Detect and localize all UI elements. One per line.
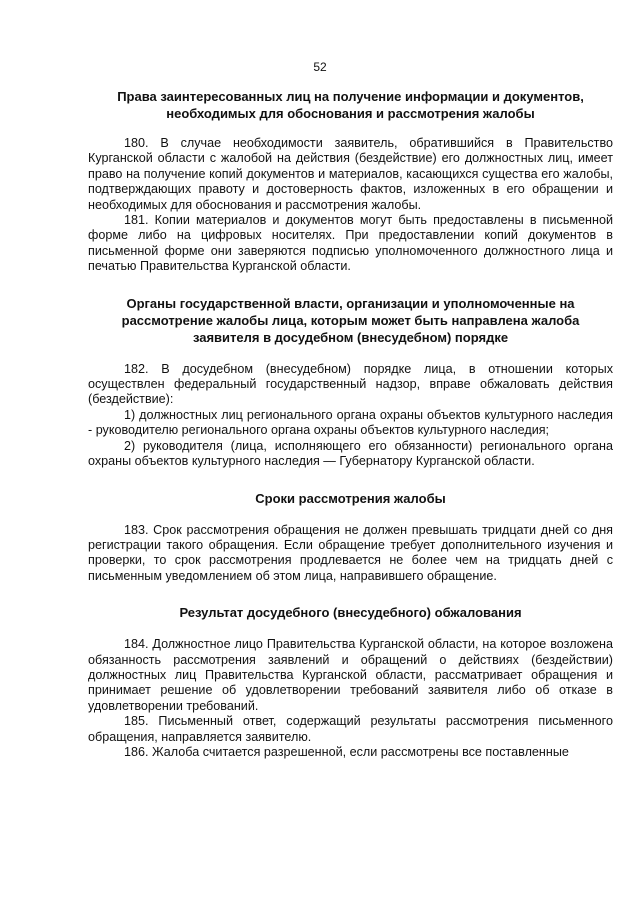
section-heading-result: Результат досудебного (внесудебного) обжалования: [179, 605, 522, 621]
page-number: 52: [313, 60, 327, 74]
paragraph-180: 180. В случае необходимости заявитель, обратившийся в Правительство Курганской области с жалобой на действия (бездействие) его должностных лиц, имеет право на получение копий документов и материалов, касающихся существа его жалобы, подтверждающих правоту и достоверность фактов, изложенных в его обращении и необходимых для обоснования и рассмотрения жалобы.: [88, 136, 613, 212]
paragraph-186: 186. Жалоба считается разрешенной, если рассмотрены все поставленные: [124, 744, 569, 759]
paragraph-183: 183. Срок рассмотрения обращения не должен превышать тридцати дней со дня регистрации такого обращения. Если обращение требует дополнительного изучения и проверки, то срок рассмотрения продлевается не более чем на тридцать дней с письменным уведомлением об этом лица, направившего обращение.: [88, 522, 613, 583]
paragraph-182-item-1: 1) должностных лиц регионального органа охраны объектов культурного наследия - руководителю регионального органа охраны объектов культурного наследия;: [88, 407, 613, 438]
section-heading-terms: Сроки рассмотрения жалобы: [255, 490, 446, 506]
paragraph-185: 185. Письменный ответ, содержащий результаты рассмотрения письменного обращения, направляется заявителю.: [88, 714, 613, 744]
paragraph-182: 182. В досудебном (внесудебном) порядке лица, в отношении которых осуществлен федеральный государственный надзор, вправе обжаловать действия (бездействие):: [88, 361, 613, 407]
paragraph-184: 184. Должностное лицо Правительства Курганской области, на которое возложена обязанность рассмотрения заявлений и обращений о действиях (бездействии) должностных лиц Правительства Курганской области, рассматривает обращения и принимает решение об удовлетворении требований заявителя либо об отказе в удовлетворении требований.: [88, 637, 613, 713]
paragraph-181: 181. Копии материалов и документов могут быть предоставлены в письменной форме либо на цифровых носителях. При предоставлении копий документов в письменной форме они заверяются подписью уполномоченного должностного лица и печатью Правительства Курганской области.: [88, 213, 613, 274]
section-heading-authorities: Органы государственной власти, организации и уполномоченные на рассмотрение жалобы лица, которым может быть направлена жалоба заявителя в досудебном (внесудебном) порядке: [121, 295, 580, 345]
section-heading-rights: Права заинтересованных лиц на получение информации и документов, необходимых для обоснования и рассмотрения жалобы: [117, 89, 584, 121]
document-body: [88, 88, 613, 760]
paragraph-182-item-2: 2) руководителя (лица, исполняющего его обязанности) регионального органа охраны объектов культурного наследия — Губернатору Курганской области.: [88, 438, 613, 469]
